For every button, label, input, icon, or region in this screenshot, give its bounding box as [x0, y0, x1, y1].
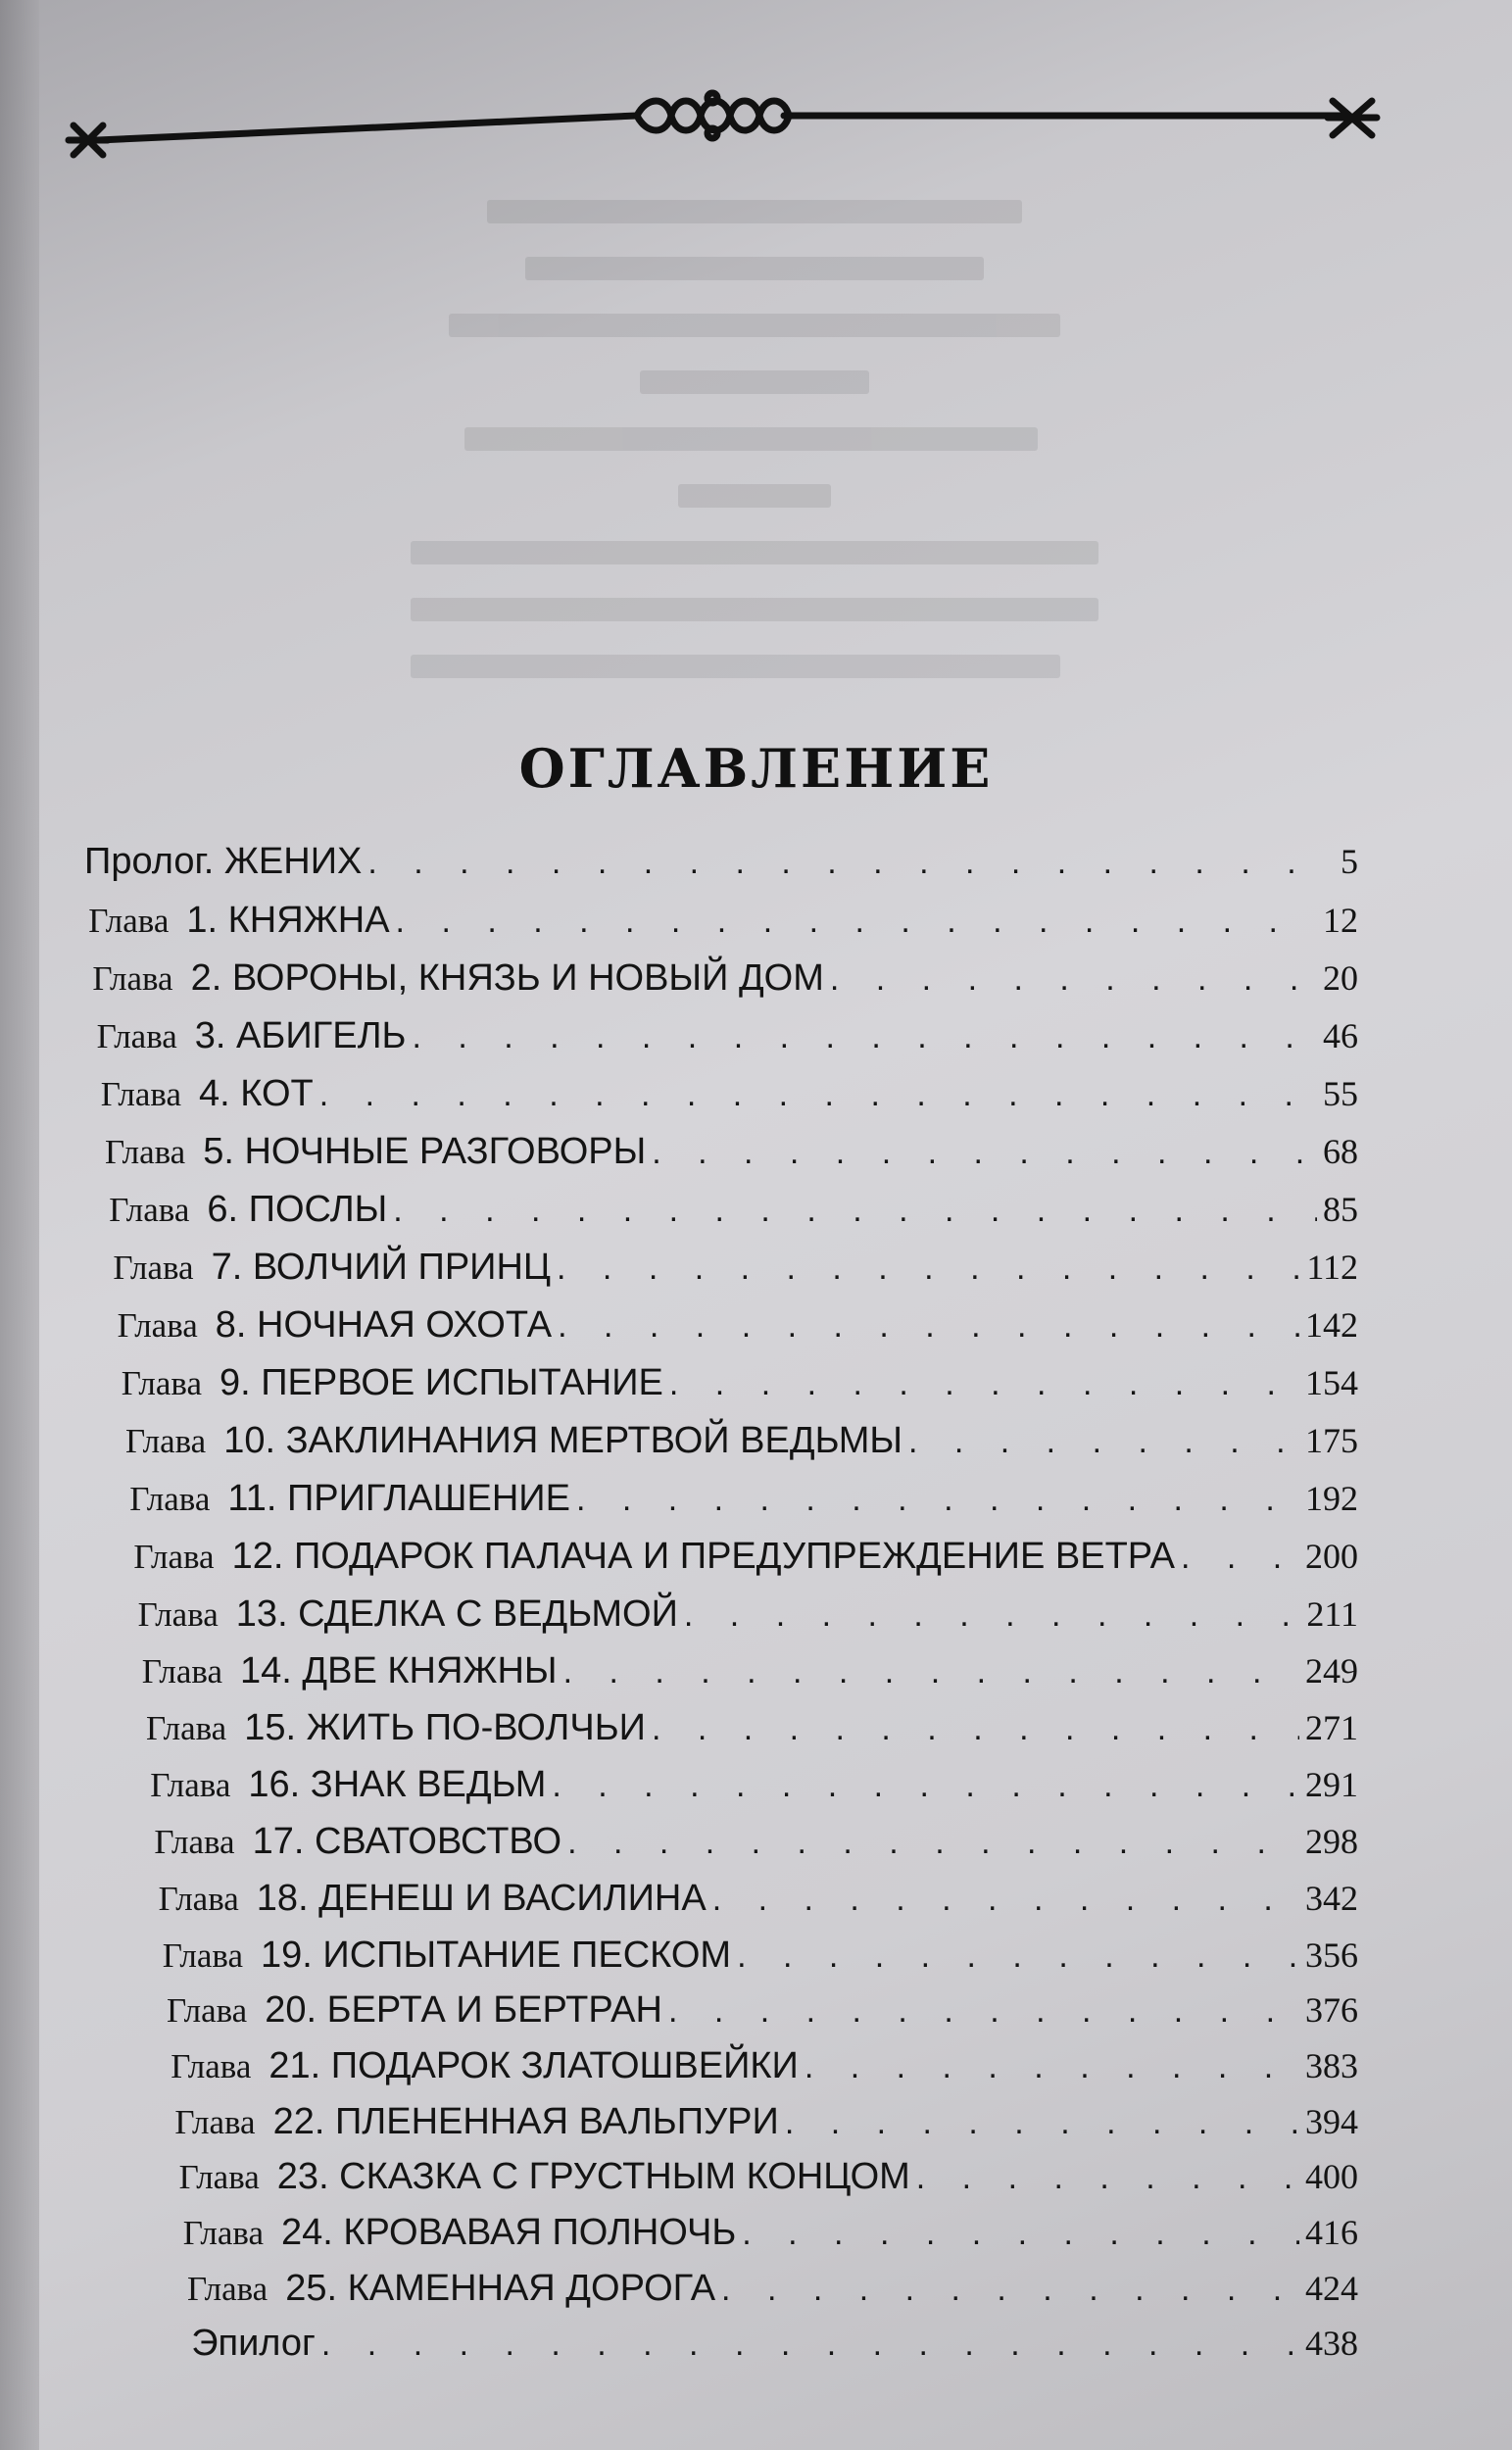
page-number: 20	[1322, 958, 1358, 998]
chapter-prefix: Глава	[174, 2103, 256, 2141]
page-number: 376	[1305, 1990, 1358, 2030]
chapter-title: 14. ДВЕ КНЯЖНЫ	[240, 1650, 558, 1691]
toc-entry	[163, 1935, 1358, 1984]
toc-entry	[101, 1073, 1358, 1122]
chapter-title: 12. ПОДАРОК ПАЛАЧА И ПРЕДУПРЕЖДЕНИЕ ВЕТРА	[231, 1536, 1175, 1577]
dot-leader	[321, 2326, 1299, 2364]
page-number: 383	[1304, 2046, 1358, 2085]
dot-leader	[830, 960, 1317, 999]
toc-entry-label	[92, 957, 824, 1000]
dot-leader	[567, 1824, 1299, 1862]
dot-leader	[652, 1710, 1299, 1748]
toc-entry	[84, 841, 1358, 890]
chapter-prefix: Глава	[105, 1133, 186, 1171]
chapter-title: 8. НОЧНАЯ ОХОТА	[215, 1304, 553, 1346]
chapter-title: 23. СКАЗКА С ГРУСТНЫМ КОНЦОМ	[276, 2156, 910, 2197]
toc-entry-label	[118, 1304, 553, 1347]
page-number: 68	[1323, 1132, 1358, 1171]
chapter-prefix: Глава	[92, 959, 173, 998]
toc-entry	[88, 900, 1358, 949]
toc-entry-label	[154, 1821, 561, 1863]
page-number: 46	[1322, 1016, 1358, 1055]
dot-leader	[712, 1881, 1299, 1919]
page-number: 200	[1304, 1537, 1358, 1576]
dot-leader	[1181, 1539, 1299, 1577]
page-number: 12	[1322, 901, 1358, 940]
page-number: 356	[1304, 1936, 1358, 1975]
toc-entry-label	[171, 2045, 799, 2087]
chapter-title: 19. ИСПЫТАНИЕ ПЕСКОМ	[261, 1935, 732, 1976]
page-number: 400	[1304, 2157, 1358, 2196]
toc-entry	[142, 1650, 1358, 1699]
page-number: 424	[1305, 2269, 1358, 2308]
page-number: 394	[1304, 2102, 1358, 2141]
page-number: 438	[1304, 2324, 1358, 2363]
toc-entry	[179, 2156, 1358, 2205]
toc-entry	[150, 1764, 1358, 1813]
toc-entry-label	[109, 1189, 387, 1231]
chapter-title: 5. НОЧНЫЕ РАЗГОВОРЫ	[203, 1131, 647, 1172]
dot-leader	[393, 1192, 1317, 1230]
dot-leader	[557, 1250, 1300, 1288]
dot-leader	[684, 1596, 1300, 1635]
chapter-prefix: Глава	[100, 1075, 181, 1113]
chapter-prefix: Глава	[182, 2214, 264, 2252]
chapter-title: 10. ЗАКЛИНАНИЯ МЕРТВОЙ ВЕДЬМЫ	[223, 1420, 902, 1461]
chapter-prefix: Глава	[96, 1017, 177, 1055]
dot-leader	[652, 1134, 1317, 1172]
chapter-prefix: Глава	[187, 2270, 268, 2308]
dot-leader	[367, 844, 1335, 882]
chapter-prefix: Глава	[109, 1191, 190, 1229]
page-number: 342	[1304, 1879, 1358, 1918]
dot-leader	[805, 2048, 1299, 2086]
chapter-title: 13. СДЕЛКА С ВЕДЬМОЙ	[235, 1593, 678, 1635]
page-number: 85	[1322, 1190, 1358, 1229]
chapter-title: 21. ПОДАРОК ЗЛАТОШВЕЙКИ	[268, 2045, 799, 2086]
chapter-title: 1. КНЯЖНА	[186, 900, 390, 941]
toc-entry	[191, 2323, 1358, 2372]
chapter-title: 11. ПРИГЛАШЕНИЕ	[227, 1478, 570, 1519]
dot-leader	[563, 1653, 1299, 1691]
toc-entry	[92, 957, 1358, 1006]
chapter-title: 7. ВОЛЧИЙ ПРИНЦ	[211, 1247, 552, 1288]
toc-entry-label	[142, 1650, 558, 1692]
chapter-title: 3. АБИГЕЛЬ	[194, 1015, 407, 1056]
toc-entry-label	[113, 1247, 551, 1289]
toc-entry-label	[122, 1362, 663, 1404]
toc-entry	[159, 1878, 1358, 1927]
dot-leader	[552, 1767, 1299, 1805]
toc-entry-label	[146, 1707, 646, 1749]
chapter-prefix: Глава	[158, 1880, 239, 1918]
toc-entry	[138, 1593, 1358, 1642]
page-number: 298	[1304, 1822, 1358, 1861]
toc-entry-label	[191, 2323, 316, 2365]
toc-entry-label	[101, 1073, 314, 1115]
toc-entry	[171, 2045, 1358, 2094]
toc-entry-label	[183, 2212, 736, 2254]
toc-entry-label	[150, 1764, 546, 1806]
page-number: 249	[1304, 1651, 1358, 1690]
page-number: 211	[1306, 1594, 1358, 1634]
chapter-title: 24. КРОВАВАЯ ПОЛНОЧЬ	[281, 2212, 737, 2253]
toc-entry	[146, 1707, 1358, 1756]
chapter-title: 20. БЕРТА И БЕРТРАН	[265, 1989, 662, 2031]
toc-entry-label	[129, 1478, 570, 1520]
chapter-title: 9. ПЕРВОЕ ИСПЫТАНИЕ	[219, 1362, 663, 1403]
toc-entry	[105, 1131, 1358, 1180]
chapter-prefix: Глава	[121, 1364, 202, 1402]
chapter-title: 16. ЗНАК ВЕДЬМ	[248, 1764, 547, 1805]
chapter-prefix: Глава	[171, 2047, 252, 2085]
chapter-prefix: Глава	[146, 1709, 227, 1747]
dot-leader	[908, 1423, 1299, 1461]
chapter-prefix: Глава	[88, 902, 170, 940]
chapter-prefix: Глава	[178, 2158, 260, 2196]
chapter-title: 2. ВОРОНЫ, КНЯЗЬ И НОВЫЙ ДОМ	[190, 957, 824, 999]
chapter-title: 18. ДЕНЕШ И ВАСИЛИНА	[256, 1878, 707, 1919]
chapter-prefix: Глава	[167, 1991, 248, 2030]
toc-entry-label	[133, 1536, 1175, 1578]
toc-entry	[113, 1247, 1358, 1296]
page-number: 154	[1304, 1363, 1358, 1402]
page-number: 142	[1304, 1305, 1358, 1345]
page-number: 112	[1306, 1248, 1358, 1287]
toc-entry-label	[174, 2101, 778, 2143]
toc-entry-label	[167, 1989, 662, 2032]
chapter-title: 22. ПЛЕНЕННАЯ ВАЛЬПУРИ	[272, 2101, 779, 2142]
toc-entry-label	[84, 841, 362, 883]
toc-entry-label	[159, 1878, 707, 1920]
toc-entry	[129, 1478, 1358, 1527]
chapter-prefix: Глава	[154, 1823, 235, 1861]
chapter-prefix: Глава	[113, 1249, 194, 1287]
toc-entry-label	[97, 1015, 407, 1057]
chapter-prefix: Глава	[141, 1652, 222, 1690]
dot-leader	[668, 1992, 1299, 2031]
toc-entry	[118, 1304, 1358, 1353]
page-number: 192	[1304, 1479, 1358, 1518]
dot-leader	[785, 2104, 1299, 2142]
dot-leader	[396, 903, 1317, 941]
toc-entry	[154, 1821, 1358, 1870]
toc-entry-label	[88, 900, 389, 942]
chapter-prefix: Глава	[117, 1306, 198, 1345]
toc-entry-label	[125, 1420, 902, 1462]
dot-leader	[412, 1018, 1317, 1056]
dot-leader	[576, 1481, 1299, 1519]
chapter-prefix: Глава	[125, 1422, 207, 1460]
page-number: 271	[1305, 1708, 1358, 1747]
toc-entry	[125, 1420, 1358, 1469]
page-number: 175	[1305, 1421, 1358, 1460]
page-number: 55	[1322, 1074, 1358, 1113]
toc-entry	[97, 1015, 1358, 1064]
dot-leader	[319, 1076, 1317, 1114]
toc-entry-label	[105, 1131, 646, 1173]
toc-entry	[133, 1536, 1358, 1585]
chapter-title: 25. КАМЕННАЯ ДОРОГА	[285, 2268, 716, 2309]
chapter-prefix: Глава	[137, 1595, 219, 1634]
page-number: 291	[1304, 1765, 1358, 1804]
toc-entry	[109, 1189, 1358, 1238]
chapter-title: 6. ПОСЛЫ	[207, 1189, 388, 1230]
dot-leader	[916, 2159, 1299, 2197]
toc-entry-label	[138, 1593, 678, 1636]
dot-leader	[737, 1937, 1299, 1976]
toc-entry	[187, 2268, 1358, 2317]
toc-entry-label	[179, 2156, 910, 2198]
toc-entry-label	[163, 1935, 731, 1977]
dot-leader	[721, 2271, 1299, 2309]
chapter-prefix: Глава	[129, 1480, 211, 1518]
chapter-prefix: Глава	[150, 1766, 231, 1804]
chapter-prefix: Глава	[133, 1538, 215, 1576]
chapter-title: 15. ЖИТЬ ПО-ВОЛЧЬИ	[244, 1707, 646, 1748]
page-number: 5	[1341, 842, 1358, 881]
page-title: ОГЛАВЛЕНИЕ	[518, 737, 994, 800]
toc-entry	[122, 1362, 1358, 1411]
dot-leader	[558, 1307, 1299, 1346]
page-number: 416	[1304, 2213, 1358, 2252]
chapter-prefix: Глава	[162, 1936, 243, 1975]
toc-entry-label	[187, 2268, 715, 2310]
chapter-title: Эпилог	[191, 2323, 316, 2364]
chapter-title: 17. СВАТОВСТВО	[252, 1821, 562, 1862]
chapter-title: Пролог. ЖЕНИХ	[84, 841, 363, 882]
toc-entry	[167, 1989, 1358, 2038]
dot-leader	[742, 2215, 1299, 2253]
toc-entry	[174, 2101, 1358, 2150]
dot-leader	[669, 1365, 1299, 1403]
toc-entry	[183, 2212, 1358, 2261]
chapter-title: 4. КОТ	[199, 1073, 314, 1114]
